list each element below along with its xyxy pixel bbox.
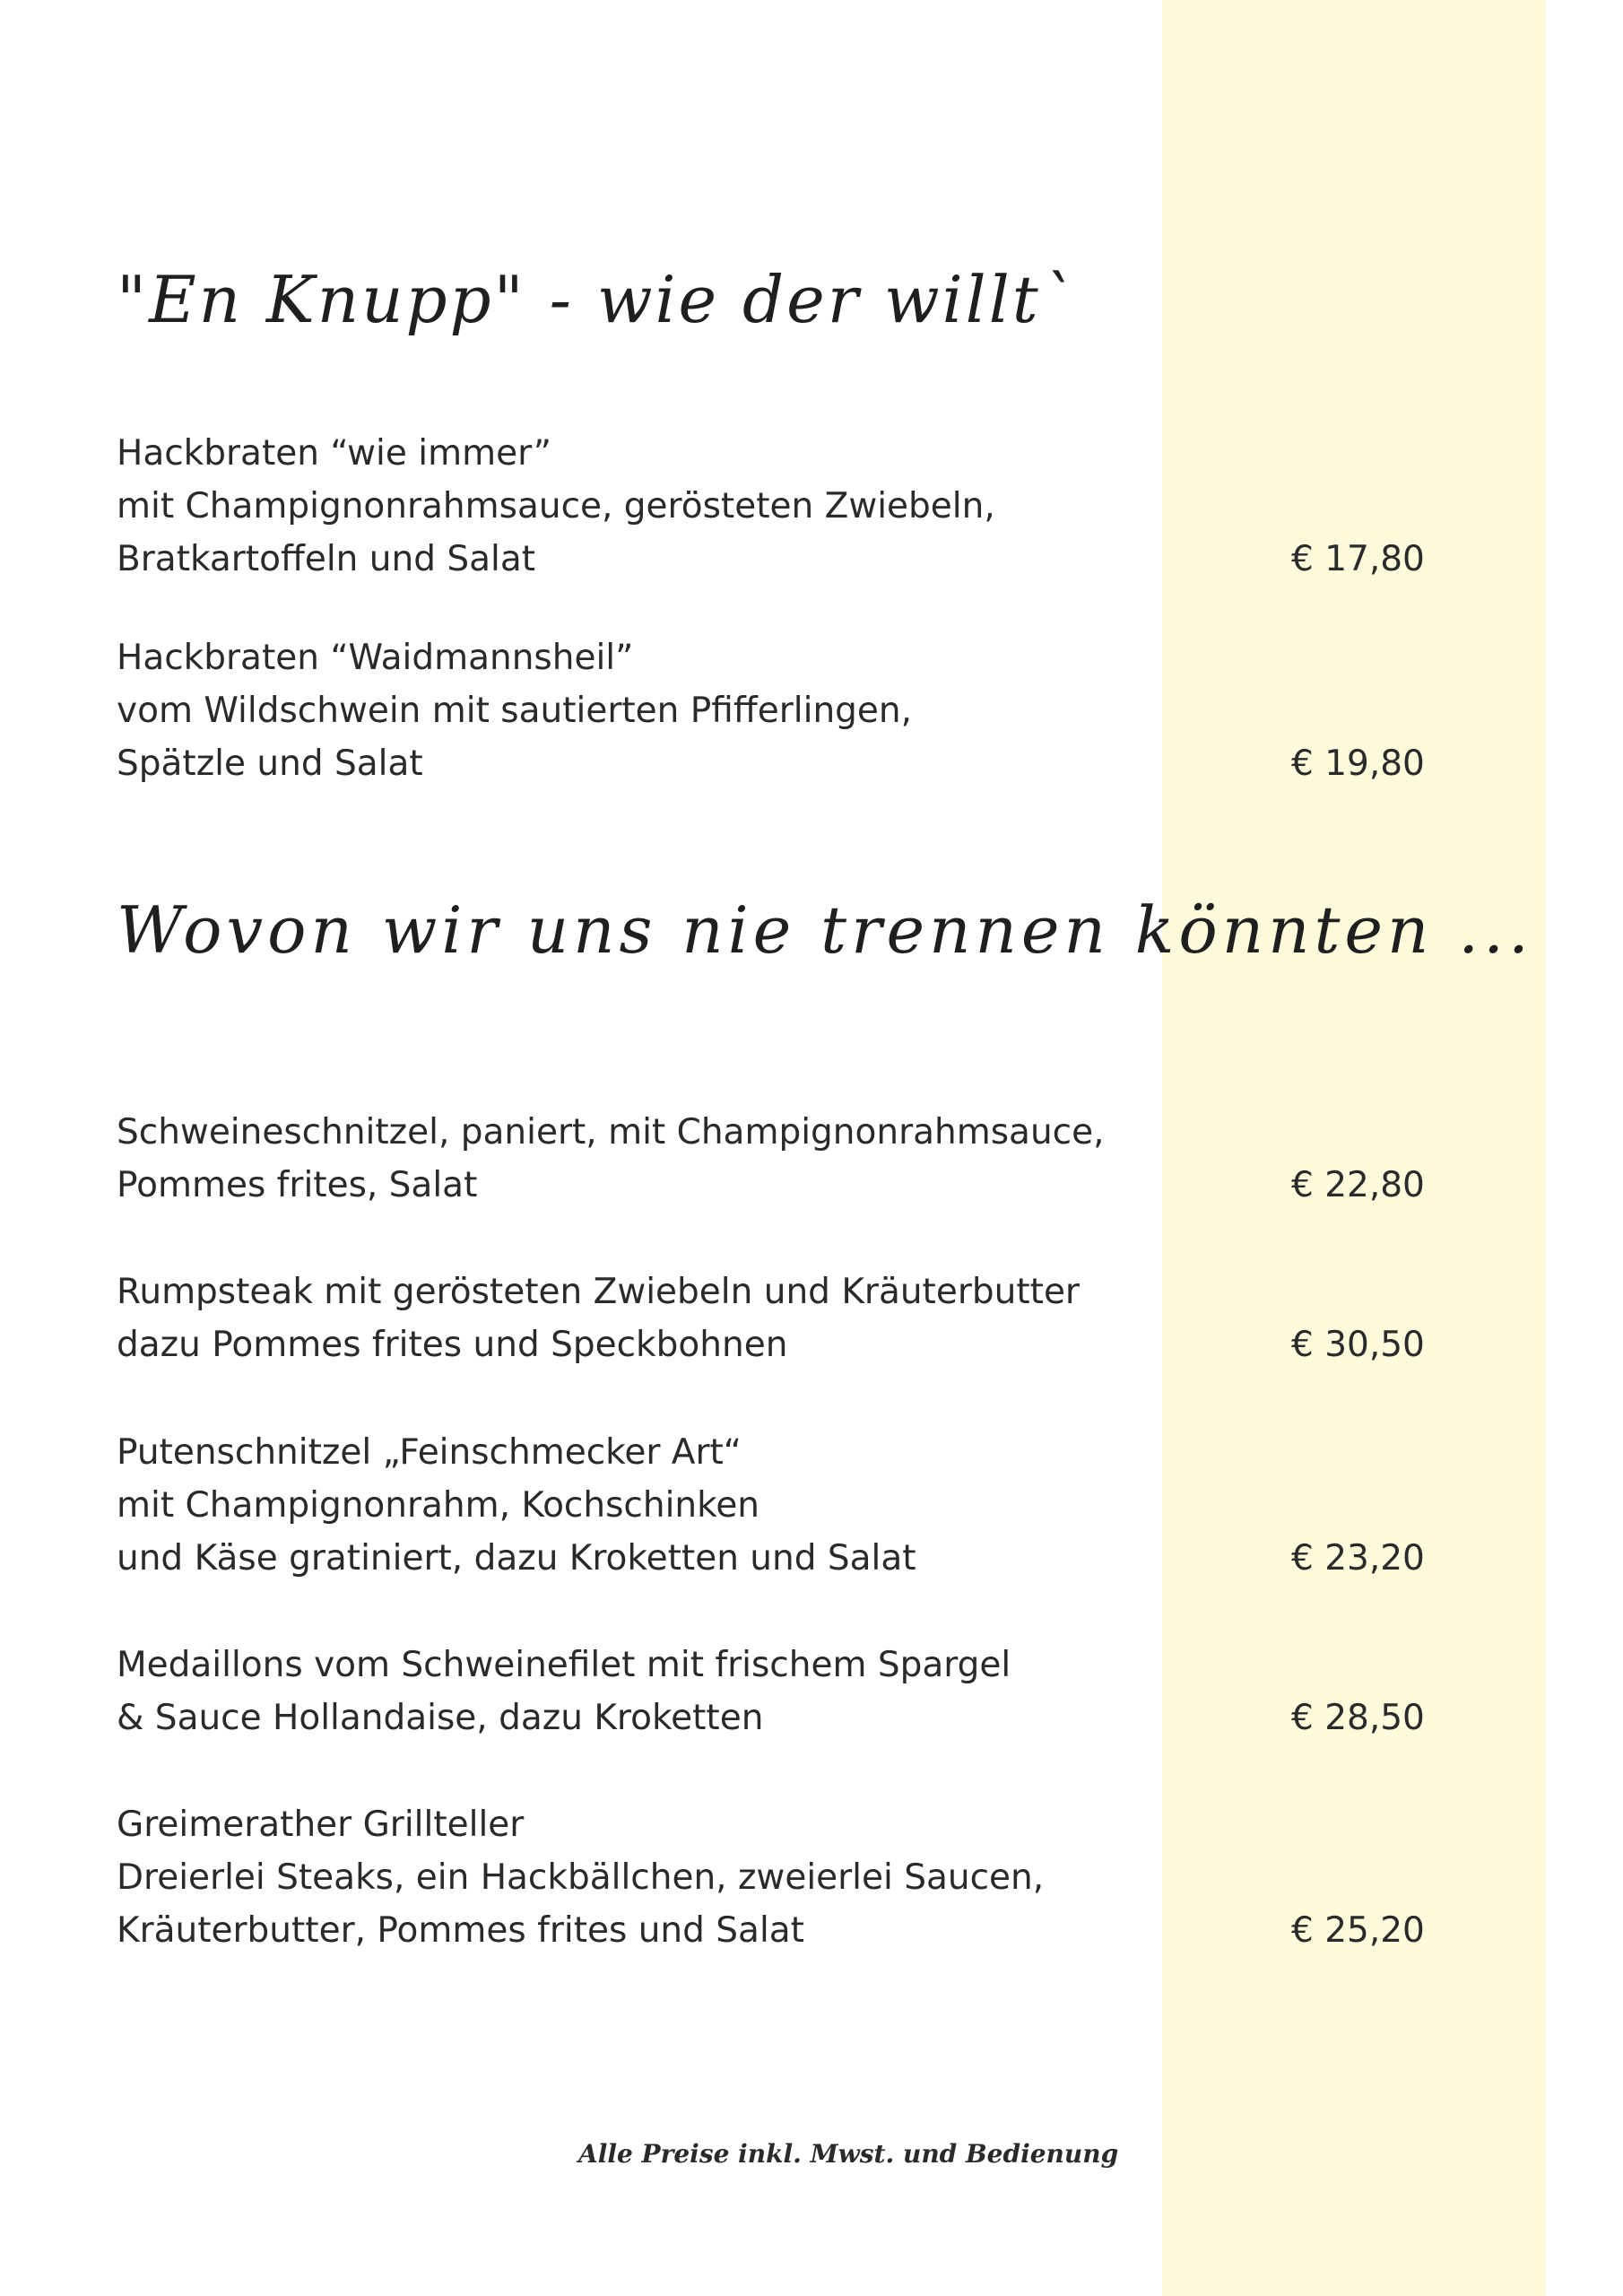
menu-item-price: € 25,20 [1291, 1910, 1425, 1951]
menu-item-price: € 22,80 [1291, 1165, 1425, 1205]
menu-item-title: Putenschnitzel „Feinschmecker Art“ [117, 1432, 742, 1473]
menu-item-description: Pommes frites, Salat [117, 1165, 478, 1205]
menu-item-description: Kräuterbutter, Pommes frites und Salat [117, 1910, 804, 1951]
menu-item-rumpsteak [117, 1265, 1515, 1371]
menu-item-hackbraten-wie-immer [117, 427, 1515, 586]
menu-item-title: Schweineschnitzel, paniert, mit Champignonrahmsauce, [117, 1112, 1105, 1152]
menu-item-price: € 30,50 [1291, 1325, 1425, 1365]
menu-item-price: € 28,50 [1291, 1698, 1425, 1738]
menu-item-description: & Sauce Hollandaise, dazu Kroketten [117, 1698, 764, 1738]
menu-item-medaillons [117, 1639, 1515, 1744]
menu-item-grillteller [117, 1798, 1515, 1957]
menu-item-description: mit Champignonrahmsauce, gerösteten Zwiebeln, [117, 486, 995, 526]
menu-item-description: mit Champignonrahm, Kochschinken [117, 1485, 760, 1526]
menu-item-price: € 19,80 [1291, 744, 1425, 784]
menu-item-price: € 17,80 [1291, 539, 1425, 579]
menu-item-description: vom Wildschwein mit sautierten Pfifferlingen, [117, 691, 913, 731]
menu-item-price: € 23,20 [1291, 1538, 1425, 1578]
menu-item-title: Medaillons vom Schweinefilet mit frischem Spargel [117, 1645, 1011, 1685]
footer-price-note: Alle Preise inkl. Mwst. und Bedienung [578, 2139, 1119, 2169]
section-heading-en-knupp: "En Knupp" - wie der willt` [117, 262, 1076, 337]
menu-item-description: und Käse gratiniert, dazu Kroketten und Salat [117, 1538, 916, 1578]
menu-item-hackbraten-waidmannsheil [117, 631, 1515, 790]
menu-item-description: Dreierlei Steaks, ein Hackbällchen, zweierlei Saucen, [117, 1857, 1045, 1898]
section-heading-wovon-wir: Wovon wir uns nie trennen könnten ... [117, 892, 1533, 968]
menu-item-description: dazu Pommes frites und Speckbohnen [117, 1325, 788, 1365]
menu-item-schweineschnitzel [117, 1106, 1515, 1212]
menu-item-title: Rumpsteak mit gerösteten Zwiebeln und Kräuterbutter [117, 1272, 1080, 1312]
menu-item-title: Hackbraten “wie immer” [117, 433, 551, 474]
menu-item-description: Bratkartoffeln und Salat [117, 539, 536, 579]
menu-item-description: Spätzle und Salat [117, 744, 423, 784]
menu-item-title: Hackbraten “Waidmannsheil” [117, 638, 634, 678]
menu-item-title: Greimerather Grillteller [117, 1805, 525, 1845]
menu-item-putenschnitzel [117, 1426, 1515, 1585]
